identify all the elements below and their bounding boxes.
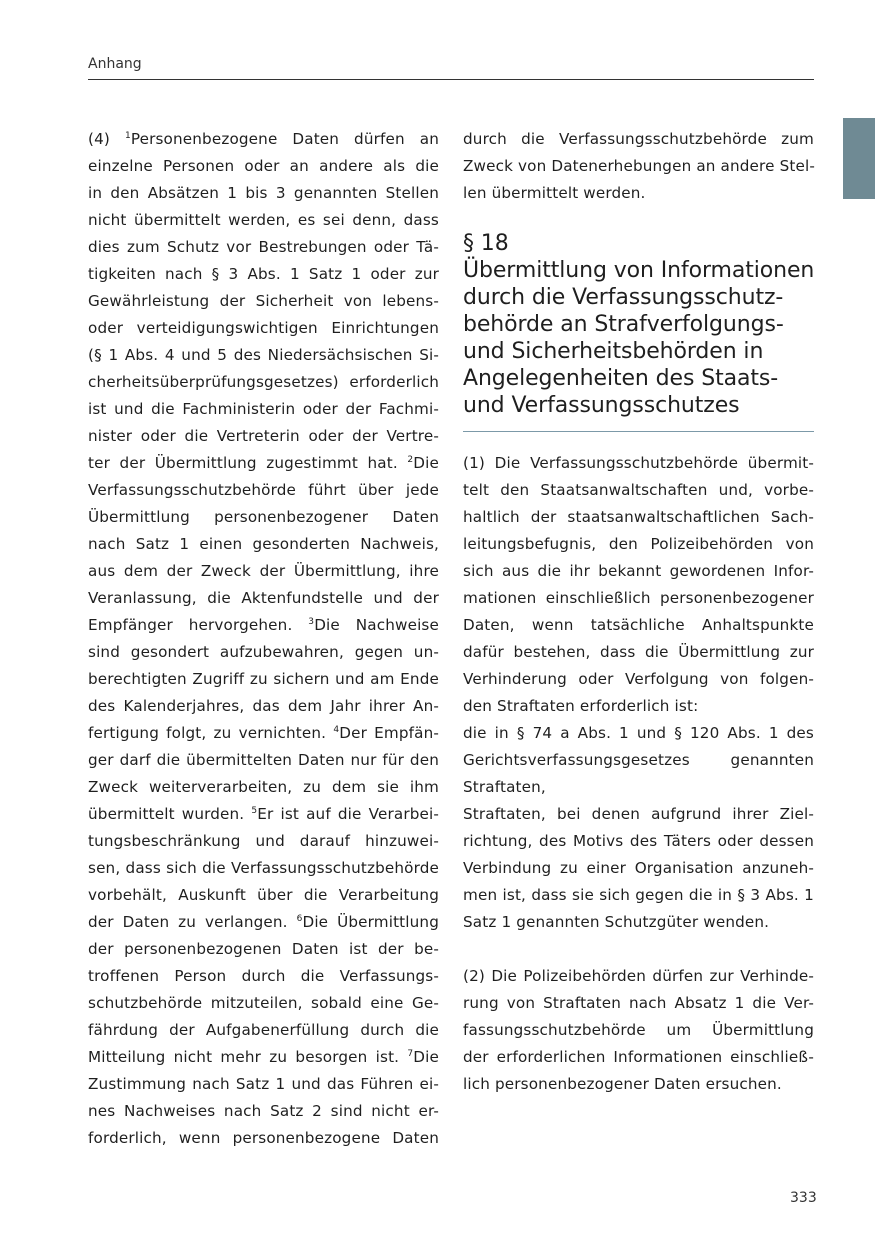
heading-line: und Verfassungsschutzes	[463, 393, 740, 418]
text-line: lich personenbezogener Daten ersuchen.	[463, 1075, 782, 1093]
text-line: troffenen Person durch die Verfassungs-	[88, 967, 439, 985]
text-line: der Daten zu verlangen. $^6$Die Übermittlung	[88, 913, 440, 931]
right-text-column	[463, 126, 814, 1098]
text-line: leitungsbefugnis, den Polizeibehörden von	[463, 535, 814, 553]
text-line: Empfänger hervorgehen. $^3$Die Nachweise	[88, 616, 439, 634]
section-heading	[463, 230, 814, 419]
text-line: (1) Die Verfassungsschutzbehörde übermit-	[463, 454, 814, 472]
paragraph-gap	[463, 936, 814, 963]
text-line: Zweck weiterverarbeiten, zu dem sie ihm	[88, 778, 439, 796]
text-line: ter der Übermittlung zugestimmt hat. $^2$Die	[88, 454, 439, 472]
text-line: haltlich der staatsanwaltschaftlichen Sach-	[463, 508, 814, 526]
text-line: sen, dass sich die Verfassungsschutzbehörde	[88, 859, 439, 877]
text-line: Verhinderung oder Verfolgung von folgen-	[463, 670, 814, 688]
sentence-number: 3	[308, 617, 315, 627]
text-line: Zweck von Datenerhebungen an andere Stel-	[463, 157, 815, 175]
text-line: den Straftaten erforderlich ist:	[463, 697, 699, 715]
text-line: des Kalenderjahres, das dem Jahr ihrer An-	[88, 697, 439, 715]
text-line: einzelne Personen oder an andere als die	[88, 157, 439, 175]
text-line: Übermittlung personenbezogener Daten	[88, 508, 439, 526]
section-heading-rule	[463, 431, 814, 432]
chapter-side-tab	[843, 118, 875, 199]
text-line: forderlich, wenn personenbezogene Daten	[88, 1129, 439, 1147]
text-line: telt den Staatsanwaltschaften und, vorbe-	[463, 481, 814, 499]
running-head: Anhang	[88, 56, 142, 72]
heading-line: Übermittlung von Informationen	[463, 258, 815, 283]
text-line: in den Absätzen 1 bis 3 genannten Stellen	[88, 184, 439, 202]
text-line: Veranlassung, die Aktenfundstelle und der	[88, 589, 439, 607]
text-line: nister oder die Vertreterin oder der Vertre-	[88, 427, 439, 445]
text-line: nach Satz 1 einen gesonderten Nachweis,	[88, 535, 439, 553]
sentence-number: 4	[333, 725, 340, 735]
text-line: Straftaten,	[463, 778, 546, 796]
text-line: fertigung folgt, zu vernichten. $^4$Der Empfän-	[88, 724, 439, 742]
sentence-number: 2	[407, 455, 414, 465]
text-line: men ist, dass sie sich gegen die in § 3 Abs. 1	[463, 886, 814, 904]
text-line: len übermittelt werden.	[463, 184, 646, 202]
sentence-number: 6	[296, 914, 303, 924]
text-line: ger darf die übermittelten Daten nur für den	[88, 751, 439, 769]
text-line: (§ 1 Abs. 4 und 5 des Niedersächsischen Si-	[88, 346, 439, 364]
text-line: Verbindung zu einer Organisation anzuneh-	[463, 859, 814, 877]
paragraph-2	[463, 963, 814, 1098]
text-line: Gewährleistung der Sicherheit von lebens-	[88, 292, 439, 310]
text-line: schutzbehörde mitzuteilen, sobald eine Ge-	[88, 994, 439, 1012]
text-line: rung von Straftaten nach Absatz 1 die Ver-	[463, 994, 814, 1012]
heading-line: behörde an Strafverfolgungs-	[463, 312, 784, 337]
text-line: sind gesondert aufzubewahren, gegen un-	[88, 643, 439, 661]
heading-line: Angelegenheiten des Staats-	[463, 366, 779, 391]
header-rule	[88, 79, 814, 80]
text-line: Mitteilung nicht mehr zu besorgen ist. $^7$Die	[88, 1048, 439, 1066]
paragraph-1	[463, 450, 814, 936]
text-line: nicht übermittelt werden, es sei denn, dass	[88, 211, 439, 229]
text-line: der erforderlichen Informationen einschließ-	[463, 1048, 814, 1066]
heading-line: § 18	[463, 231, 509, 256]
text-line: cherheitsüberprüfungsgesetzes) erforderlich	[88, 373, 439, 391]
heading-line: und Sicherheitsbehörden in	[463, 339, 764, 364]
sentence-number: 1	[124, 131, 131, 141]
text-line: dies zum Schutz vor Bestrebungen oder Tä-	[88, 238, 439, 256]
text-line: fassungsschutzbehörde um Übermittlung	[463, 1021, 814, 1039]
continuation-paragraph	[463, 126, 814, 207]
text-line: Straftaten, bei denen aufgrund ihrer Ziel-	[463, 805, 814, 823]
text-line: tungsbeschränkung und darauf hinzuwei-	[88, 832, 439, 850]
text-line: aus dem der Zweck der Übermittlung, ihre	[88, 562, 439, 580]
text-line: vorbehält, Auskunft über die Verarbeitung	[88, 886, 439, 904]
left-text-column	[88, 126, 439, 1152]
text-line: übermittelt wurden. $^5$Er ist auf die Verarbei-	[88, 805, 439, 823]
text-line: (4) $^1$Personenbezogene Daten dürfen an	[88, 130, 439, 148]
sentence-number: 5	[251, 806, 258, 816]
text-line: berechtigten Zugriff zu sichern und am Ende	[88, 670, 439, 688]
page-number: 333	[790, 1190, 817, 1206]
text-line: der personenbezogenen Daten ist der be-	[88, 940, 439, 958]
text-line: durch die Verfassungsschutzbehörde zum	[463, 130, 814, 148]
text-line: nes Nachweises nach Satz 2 sind nicht er-	[88, 1102, 439, 1120]
text-line: (2) Die Polizeibehörden dürfen zur Verhinde-	[463, 967, 814, 985]
text-line: dafür bestehen, dass die Übermittlung zur	[463, 643, 814, 661]
text-line: Zustimmung nach Satz 1 und das Führen ei-	[88, 1075, 439, 1093]
text-line: ist und die Fachministerin oder der Fachmi-	[88, 400, 439, 418]
text-line: tigkeiten nach § 3 Abs. 1 Satz 1 oder zur	[88, 265, 439, 283]
text-line: sich aus die ihr bekannt gewordenen Infor-	[463, 562, 814, 580]
text-line: mationen einschließlich personenbezogener	[463, 589, 814, 607]
text-line: richtung, des Motivs des Täters oder dessen	[463, 832, 814, 850]
text-line: oder verteidigungswichtigen Einrichtungen	[88, 319, 439, 337]
text-line: Gerichtsverfassungsgesetzes genannten	[463, 751, 814, 769]
sentence-number: 7	[407, 1049, 414, 1059]
text-line: Satz 1 genannten Schutzgüter wenden.	[463, 913, 770, 931]
text-line: die in § 74 a Abs. 1 und § 120 Abs. 1 des	[463, 724, 814, 742]
text-line: fährdung der Aufgabenerfüllung durch die	[88, 1021, 439, 1039]
text-line: Daten, wenn tatsächliche Anhaltspunkte	[463, 616, 814, 634]
text-line: Verfassungsschutzbehörde führt über jede	[88, 481, 439, 499]
heading-line: durch die Verfassungsschutz-	[463, 285, 784, 310]
